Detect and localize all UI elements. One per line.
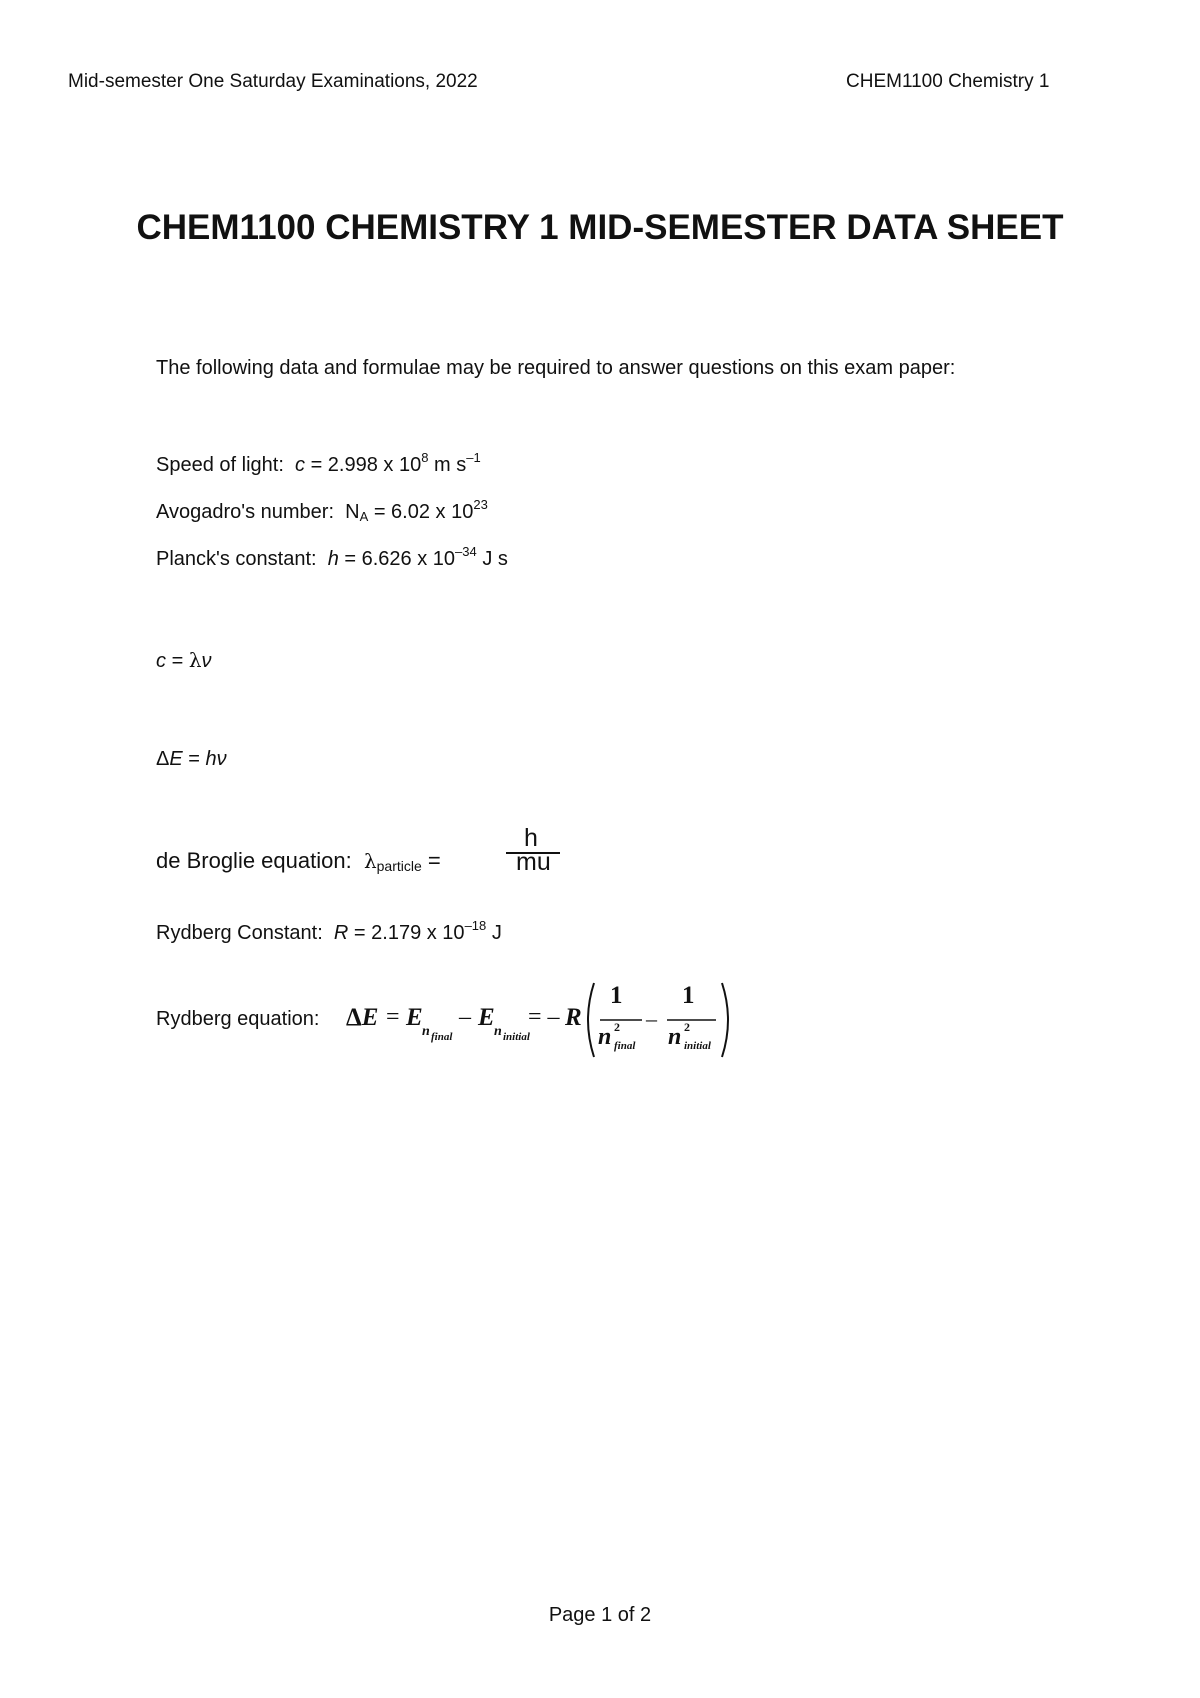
rydberg-square-initial: 2: [684, 1020, 690, 1034]
right-paren: [722, 983, 728, 1057]
speed-exponent: 8: [421, 450, 429, 465]
avogadro-exponent: 23: [473, 497, 488, 512]
header-left: Mid-semester One Saturday Examinations, 2022: [68, 71, 478, 92]
rydberg-e: E: [361, 1004, 379, 1031]
rydberg-denominator-n-final: n: [598, 1024, 612, 1050]
wave-lambda: λ: [188, 648, 202, 672]
speed-of-light-line: [156, 450, 481, 477]
wave-equals: =: [171, 650, 184, 672]
rydberg-equals-1: =: [386, 1004, 400, 1030]
speed-symbol: c: [295, 454, 305, 476]
rydberg-equation-label: Rydberg equation:: [156, 1008, 320, 1030]
debroglie-numerator: h: [524, 824, 538, 852]
avogadro-value: = 6.02 x 10: [373, 501, 474, 523]
planck-value: = 6.626 x 10: [344, 548, 456, 570]
rydberg-e-initial: E: [478, 1004, 495, 1031]
debroglie-denominator: mu: [516, 848, 551, 876]
debroglie-equals: =: [427, 848, 441, 873]
left-paren: [588, 983, 594, 1057]
energy-equals: =: [188, 748, 200, 770]
rydberg-sub-initial: initial: [684, 1040, 711, 1052]
energy-equation: [156, 748, 227, 771]
page-title: CHEM1100 CHEMISTRY 1 MID-SEMESTER DATA SHEET: [136, 208, 1064, 247]
debroglie-lambda: λ: [363, 849, 377, 873]
rydberg-constant-unit: J: [491, 922, 502, 944]
rydberg-delta: Δ: [346, 1004, 362, 1031]
rydberg-formula-lhs: [346, 1004, 378, 1032]
wave-c: c: [156, 650, 166, 672]
energy-delta: Δ: [156, 748, 170, 770]
rydberg-constant-value: = 2.179 x 10: [353, 922, 465, 944]
rydberg-r: R: [565, 1004, 582, 1031]
debroglie-subscript: particle: [376, 858, 422, 874]
planck-exponent: –34: [455, 544, 477, 559]
rydberg-square-final: 2: [614, 1020, 620, 1034]
planck-unit: J s: [482, 548, 508, 570]
speed-label: Speed of light:: [156, 454, 284, 476]
rydberg-numerator-final: 1: [610, 982, 623, 1009]
rydberg-n-final: n: [422, 1024, 430, 1039]
rydberg-initial-sub: initial: [503, 1031, 530, 1043]
planck-line: [156, 544, 508, 571]
rydberg-denominator-n-initial: n: [668, 1024, 682, 1050]
avogadro-label: Avogadro's number:: [156, 501, 334, 523]
rydberg-equals-2: = –: [528, 1004, 560, 1030]
speed-unit: m s: [434, 454, 467, 476]
header-right: CHEM1100 Chemistry 1: [846, 71, 1050, 92]
speed-value: = 2.998 x 10: [310, 454, 422, 476]
rydberg-constant-line: [156, 918, 502, 945]
rydberg-final-sub: final: [431, 1031, 453, 1043]
rydberg-e-final: E: [406, 1004, 423, 1031]
avogadro-line: [156, 497, 488, 524]
intro-text: The following data and formulae may be required to answer questions on this exam paper:: [156, 357, 956, 379]
rydberg-constant-symbol: R: [333, 922, 349, 944]
planck-symbol: h: [327, 548, 339, 570]
page-number: Page 1 of 2: [548, 1604, 652, 1626]
avogadro-subscript: A: [359, 509, 369, 524]
debroglie-label: de Broglie equation:: [156, 848, 352, 873]
planck-label: Planck's constant:: [156, 548, 317, 570]
rydberg-sub-final: final: [614, 1040, 636, 1052]
energy-e: E: [169, 748, 183, 770]
energy-hnu: hν: [205, 748, 227, 770]
speed-unit-exponent: –1: [466, 450, 481, 465]
rydberg-constant-exponent: –18: [464, 918, 487, 933]
rydberg-n-initial: n: [494, 1024, 502, 1039]
rydberg-minus-2: –: [646, 1006, 657, 1031]
rydberg-numerator-initial: 1: [682, 982, 695, 1009]
debroglie-equation: [156, 848, 441, 874]
avogadro-symbol: N: [345, 501, 360, 523]
rydberg-constant-label: Rydberg Constant:: [156, 922, 323, 944]
rydberg-minus-1: –: [459, 1004, 471, 1030]
wave-equation: [156, 648, 212, 673]
wave-nu: ν: [201, 650, 212, 672]
